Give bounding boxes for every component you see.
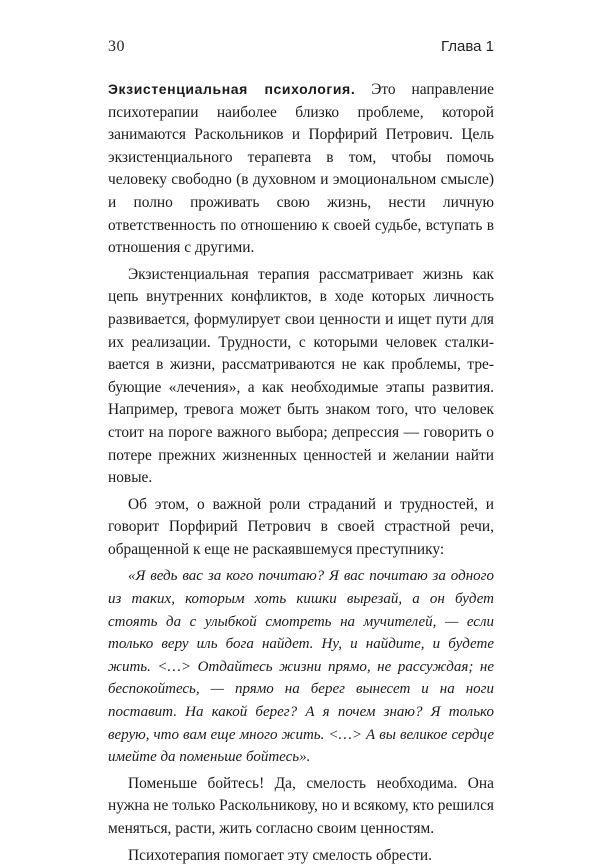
section-lead-term: Экзистенциальная психология. (108, 81, 356, 97)
paragraph-text: Это направление психотерапии наиболее близко проблеме, которой занимаются Раскольников и Порфирий Петрович. Цель экзистенциального терапевта в том, чтобы помочь человеку свободно (в духовном и эмоциональном смысле) и полно проживать свою жизнь, нести личную ответственность по отношению к своей судьбе, вступать в отношения с другими. (108, 81, 494, 257)
running-header (108, 38, 494, 56)
quotation: «Я ведь вас за кого почитаю? Я вас почитаю за одного из таких, которым хоть кишки вырезай, а он будет стоять да с улыбкой смотреть на мучителей, — если только веру иль бога найдет. Ну, и найдите, и будете жить. <…> Отдайтесь жизни прямо, не рассуждая; не беспокойтесь, — прямо на берег вынесет и на ноги поставит. На какой берег? А я почем знаю? Я только верую, что вам еще много жить. <…> А вы великое сердце имейте да поменьше бойтесь». (108, 568, 494, 766)
paragraph-existential-psychology (108, 78, 494, 260)
paragraph-conclusion: Психотерапия помогает эту смелость обрести. (128, 846, 433, 864)
page-number: 30 (108, 38, 125, 55)
paragraph-courage: Поменьше бойтесь! Да, смелость необходима. Она нужна не только Раскольникову, но и всякому, кто решился меняться, расти, жить согласно своим ценностям. (108, 774, 494, 837)
paragraph-existential-therapy: Экзистенциальная терапия рассматривает жизнь как цепь внутренних конфликтов, в ходе которых личность развивается, формулирует свои ценности и ищет пути для их реализации. Трудности, с которыми человек сталкивается в жизни, рассматриваются не как проблемы, требующие «лечения», а как необходимые этапы развития. Например, тревога может быть знаком того, что человек стоит на пороге важного выбора; депрессия — говорить о потере прежних жизненных ценностей и желании найти новые. (108, 265, 494, 487)
body-text (108, 78, 494, 867)
chapter-title: Глава 1 (440, 38, 494, 55)
paragraph-porfiry-speech-intro: Об этом, о важной роли страданий и трудностей, и говорит Порфирий Петрович в своей страстной речи, обращенной к еще не раскаявшемуся преступнику: (108, 495, 494, 558)
